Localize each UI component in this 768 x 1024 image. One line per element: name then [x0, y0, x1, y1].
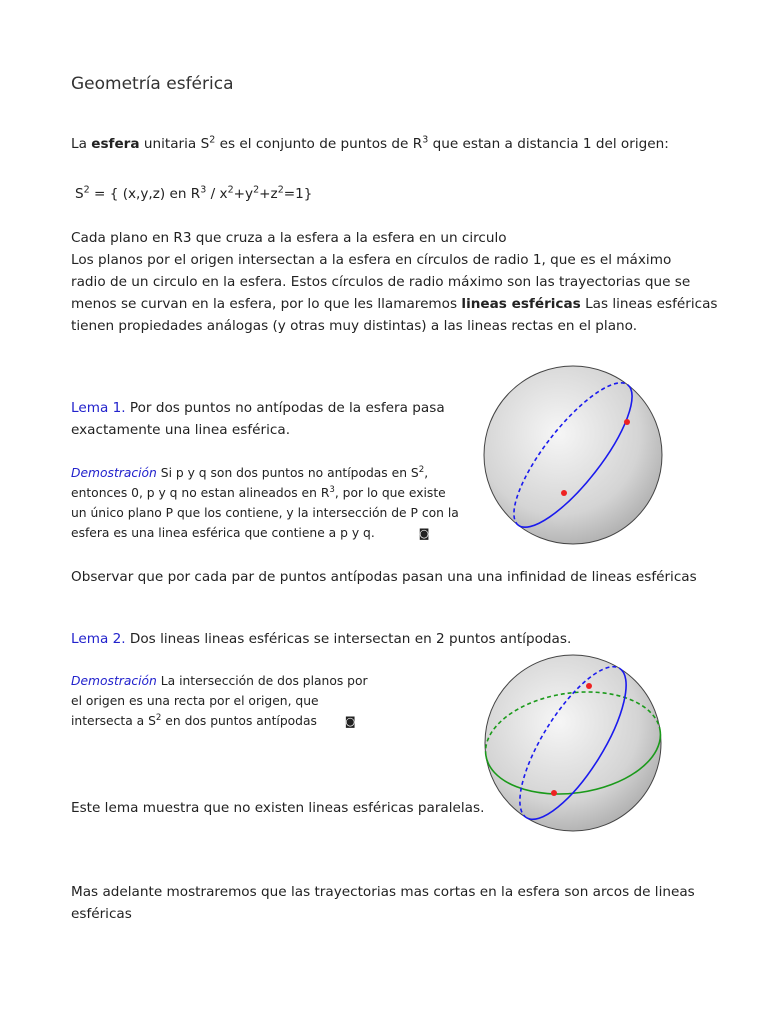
demostracion-label: Demostración	[71, 674, 157, 688]
lema-2	[71, 628, 571, 650]
paragraph-line: tienen propiedades análogas (y otras muy distintas) a las lineas rectas en el plano.	[71, 318, 638, 334]
superscript: 3	[200, 184, 207, 196]
sphere-body	[484, 366, 662, 544]
demostracion-1	[71, 463, 459, 544]
qed-mark: ◙	[344, 715, 356, 728]
demo-text: en dos puntos antípodas	[161, 714, 317, 728]
formula-text: S	[75, 186, 84, 202]
point-q	[561, 490, 567, 496]
demo-text: el origen es una recta por el origen, que	[71, 694, 319, 708]
superscript: 2	[83, 184, 90, 196]
sphere-figure-1	[482, 364, 664, 546]
main-paragraph	[71, 227, 718, 337]
formula-text: / x	[206, 186, 228, 202]
closing-line: Mas adelante mostraremos que las trayectorias mas cortas en la esfera son arcos de lineas	[71, 884, 695, 900]
lema-2-text: Dos lineas lineas esféricas se intersectan en 2 puntos antípodas.	[125, 631, 572, 647]
term-esfera: esfera	[91, 136, 140, 152]
superscript: 2	[155, 712, 162, 723]
demo-text: un único plano P que los contiene, y la intersección de P con la	[71, 506, 459, 520]
intersection-point-top	[586, 683, 592, 689]
parallel-text: Este lema muestra que no existen lineas esféricas paralelas.	[71, 800, 485, 816]
paragraph-line	[71, 293, 718, 315]
demo-text: esfera es una linea esférica que contiene a p y q.	[71, 526, 375, 540]
paragraph-text: menos se curvan en la esfera, por lo que les llamaremos	[71, 296, 462, 312]
intro-text: unitaria S	[139, 136, 210, 152]
lema-2-label: Lema 2.	[71, 631, 126, 647]
superscript: 2	[277, 184, 284, 196]
closing-line: esféricas	[71, 906, 132, 922]
paragraph-line: Cada plano en R3 que cruza a la esfera a la esfera en un circulo	[71, 230, 507, 246]
sphere-formula	[75, 183, 312, 205]
formula-text: +z	[259, 186, 278, 202]
qed-mark: ◙	[418, 527, 430, 540]
lema-1-label: Lema 1.	[71, 400, 126, 416]
formula-text: +y	[233, 186, 254, 202]
superscript: 2	[253, 184, 260, 196]
sphere-figure-2	[482, 652, 664, 834]
formula-text: = { (x,y,z) en R	[89, 186, 201, 202]
intersection-point-bottom	[551, 790, 557, 796]
paragraph-line: radio de un circulo en la esfera. Estos círculos de radio máximo son las trayectorias que se	[71, 274, 691, 290]
superscript: 2	[227, 184, 234, 196]
demostracion-label: Demostración	[71, 466, 157, 480]
demostracion-2	[71, 671, 368, 732]
superscript: 3	[329, 484, 335, 495]
demo-text: , por lo que existe	[334, 486, 446, 500]
paragraph-line: Los planos por el origen intersectan a la esfera en círculos de radio 1, que es el máximo	[71, 252, 672, 268]
closing-text	[71, 881, 695, 925]
intro-text: que estan a distancia 1 del origen:	[428, 136, 669, 152]
intro-text: La	[71, 136, 92, 152]
demo-text: Si p y q son dos puntos no antípodas en S	[156, 466, 419, 480]
term-lineas-esfericas: lineas esféricas	[461, 296, 581, 312]
formula-text: =1}	[283, 186, 313, 202]
lema-1-text: exactamente una linea esférica.	[71, 422, 291, 438]
sphere-body	[485, 655, 661, 831]
paragraph-text: Las lineas esféricas	[580, 296, 718, 312]
lema-1	[71, 397, 445, 441]
intro-text: es el conjunto de puntos de R	[215, 136, 423, 152]
demo-text: La intersección de dos planos por	[156, 674, 368, 688]
superscript: 2	[418, 464, 425, 475]
superscript: 3	[422, 134, 429, 146]
page-title: Geometría esférica	[71, 74, 234, 94]
demo-text: ,	[424, 466, 429, 480]
demo-text: intersecta a S	[71, 714, 156, 728]
observation-text: Observar que por cada par de puntos antípodas pasan una una infinidad de lineas esféricas	[71, 569, 697, 585]
intro-sentence	[71, 133, 669, 155]
superscript: 2	[209, 134, 216, 146]
demo-text: entonces 0, p y q no estan alineados en R	[71, 486, 330, 500]
point-p	[624, 419, 630, 425]
lema-1-text: Por dos puntos no antípodas de la esfera pasa	[125, 400, 445, 416]
